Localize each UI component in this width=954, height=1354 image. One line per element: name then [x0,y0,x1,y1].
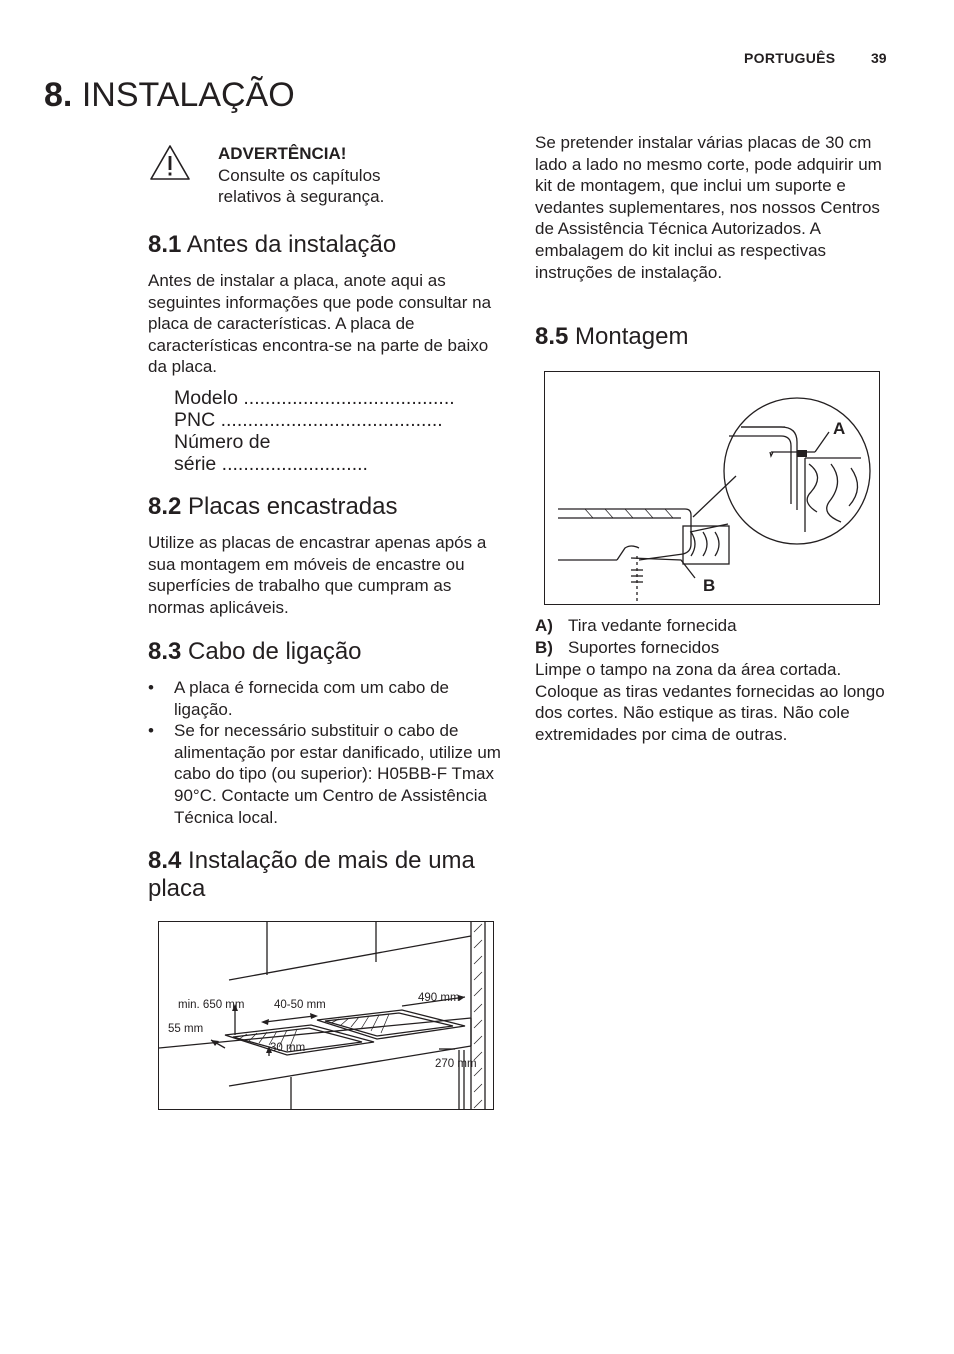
section-8-4-heading [148,847,508,903]
dimension-side-label: 55 mm [168,1023,204,1035]
section-8-2-text: Utilize as placas de encastrar apenas após a sua montagem em móveis de encastre ou superfícies de trabalho que cumpram as normas aplicáveis. [148,533,487,617]
section-8-2-number: 8.2 [148,493,182,520]
dimension-depth-label: 490 mm [418,992,460,1004]
warning-text: Consulte os capítulos relativos à segurança. [218,165,385,206]
section-8-2-title: Placas encastradas [188,493,398,520]
section-8-5-number: 8.5 [535,323,569,350]
section-8-5-text: Limpe o tampo na zona da área cortada. Coloque as tiras vedantes fornecidas ao longo dos cortes. Não estique as tiras. Não cole extremidades por cima de outras. [535,660,885,744]
section-8-1-title: Antes da instalação [186,231,397,258]
section-8-4-title: Instalação de mais de uma placa [148,847,475,902]
mounting-figure [544,371,880,605]
section-8-3-title: Cabo de ligação [188,638,362,665]
legend-text-b: Suportes fornecidos [568,638,720,657]
legend-key-a: A) [535,616,553,635]
section-8-1-text: Antes de instalar a placa, anote aqui as seguintes informações que pode consultar na placa de características. A placa de características encontra-se na parte de baixo da placa. [148,271,492,377]
chapter-title-text: INSTALAÇÃO [81,76,295,114]
dimension-min-label: min. 650 mm [178,999,245,1011]
legend-item-a [535,615,737,637]
legend-item-b [535,637,719,659]
dimension-cut-label: 270 mm [435,1058,477,1070]
section-8-1-heading [148,231,396,259]
chapter-number: 8. [44,76,73,114]
figure-label-a: A [833,419,846,438]
section-8-4-number: 8.4 [148,847,182,874]
identification-fields: Modelo ....................................... PNC ......................................... Número de série ........................... [174,387,455,475]
multi-hob-installation-figure [158,921,494,1110]
section-8-3-heading [148,638,362,666]
section-8-3-number: 8.3 [148,638,182,665]
section-8-3-list [148,677,508,828]
chapter-title [44,76,295,115]
legend-text-a: Tira vedante fornecida [568,616,737,635]
section-8-2-heading [148,493,398,521]
list-item: • Se for necessário substituir o cabo de alimentação por estar danificado, utilize um cabo do tipo (ou superior): H05BB-F Tmax 90°C. Contacte um Centro de Assistência Técnica local. [148,720,508,828]
warning-title: ADVERTÊNCIA! [218,144,347,163]
header-language: PORTUGUÊS [744,50,836,66]
section-8-5-title: Montagem [575,323,689,350]
warning-triangle-icon [148,143,192,183]
page-number: 39 [871,50,887,66]
warning-box [218,143,438,208]
section-8-5-heading [535,323,688,351]
list-item: • A placa é fornecida com um cabo de ligação. [148,677,508,720]
section-8-4-text: Se pretender instalar várias placas de 30 cm lado a lado no mesmo corte, pode adquirir um kit de montagem, que inclui um suporte e vedantes suplementares, nos nossos Centros de Assistência Técnica Autorizados. A embalagem do kit inclui as respectivas instruções de instalação. [535,133,882,282]
legend-key-b: B) [535,638,553,657]
section-8-1-number: 8.1 [148,231,182,258]
dimension-gap-label: 40-50 mm [274,999,326,1011]
dimension-width-label: 30 mm [270,1042,306,1054]
figure-label-b: B [703,576,716,595]
